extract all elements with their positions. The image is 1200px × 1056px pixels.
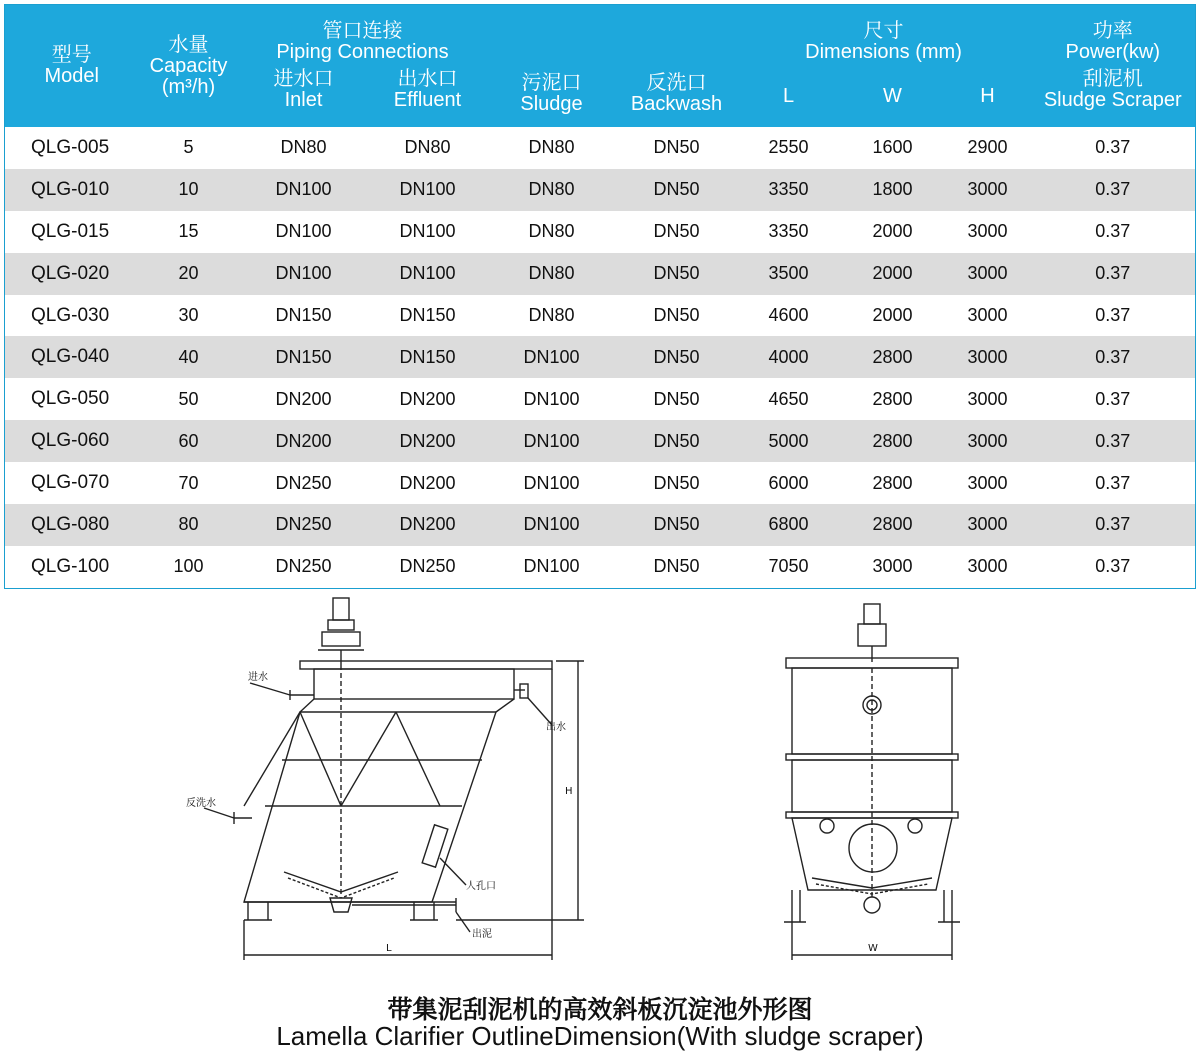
table-cell: DN100 [523,388,580,409]
table-cell: 3000 [945,504,1031,546]
table-cell: 1800 [841,169,945,211]
table-cell: DN100 [523,556,580,577]
table-cell: 3000 [967,221,1008,242]
table-cell: DN200 [275,388,332,409]
table-cell: DN100 [487,336,617,378]
front-upper-tank [314,669,514,699]
table-row [5,169,1196,211]
table-cell: DN50 [617,504,737,546]
header-dim-w: W [883,84,902,107]
table-cell: 60 [139,420,239,462]
header-inlet [239,65,369,127]
table-cell: 3000 [967,388,1008,409]
front-motor-flange [328,620,354,630]
header-sludge-zh: 污泥口 [521,72,582,94]
table-cell: 7050 [768,556,809,577]
header-effluent [369,65,487,127]
table-row [5,336,1196,378]
header-backwash [617,5,737,128]
outline-drawing [0,590,1200,985]
table-row [5,253,1196,295]
header-scraper [1031,65,1196,127]
header-capacity-zh: 水量 [168,33,209,56]
header-row-top [5,5,1196,66]
table-cell: QLG-005 [31,136,110,158]
table-cell: QLG-080 [5,504,139,546]
dim-l-label: L [386,943,392,954]
table-cell: 3350 [768,221,809,242]
table-row [5,504,1196,546]
header-capacity-unit: (m³/h) [161,75,216,98]
table-row [5,378,1196,420]
table-cell: 3000 [945,253,1031,295]
label-manhole: 人孔口 [466,881,496,892]
table-cell: DN50 [653,556,700,577]
table-cell: 4650 [768,388,809,409]
header-sludge [487,5,617,128]
table-cell: DN250 [239,504,369,546]
table-cell: DN150 [239,336,369,378]
spec-table-body [5,127,1196,588]
table-cell: QLG-020 [5,253,139,295]
label-backwash: 反洗水 [186,798,216,809]
table-cell: 2800 [841,504,945,546]
table-cell: DN100 [369,253,487,295]
table-cell: 3000 [872,556,913,577]
table-cell: 80 [139,504,239,546]
table-cell: DN50 [653,305,700,325]
header-capacity-en: Capacity [149,54,228,77]
table-cell: DN80 [528,305,575,325]
dim-w-label: W [868,943,878,954]
table-cell: DN50 [653,388,700,409]
header-power-zh: 功率 [1092,20,1133,42]
caption-en: Lamella Clarifier OutlineDimension(With sludge scraper) [276,1021,924,1051]
header-dimensions-en: Dimensions (mm) [805,41,962,63]
table-cell: DN100 [487,504,617,546]
header-effluent-zh: 出水口 [397,68,458,90]
table-cell: 4000 [737,336,841,378]
header-inlet-zh: 进水口 [273,68,334,90]
table-cell: 3000 [945,420,1031,462]
table-cell: 3000 [967,556,1008,577]
table-cell: DN200 [399,388,456,409]
table-cell: DN100 [523,472,580,493]
table-cell: 3000 [945,169,1031,211]
table-cell: DN100 [239,169,369,211]
table-cell: 2800 [841,420,945,462]
table-cell: DN250 [275,472,332,493]
header-dimensions [737,5,1031,66]
table-cell: 2000 [841,253,945,295]
table-cell: 2000 [872,221,913,242]
table-row [5,462,1196,504]
header-model-zh: 型号 [51,44,92,66]
table-cell: DN80 [528,221,575,242]
table-cell: DN250 [275,556,332,577]
table-cell: 2800 [841,336,945,378]
table-cell: 0.37 [1095,221,1131,242]
table-cell: 5 [183,137,194,158]
table-cell: DN100 [487,420,617,462]
front-gearbox [322,632,360,646]
table-cell: QLG-030 [31,304,110,326]
table-cell: 0.37 [1031,169,1196,211]
header-inlet-en: Inlet [284,89,323,111]
table-cell: QLG-040 [5,336,139,378]
table-cell: QLG-010 [5,169,139,211]
header-backwash-en: Backwash [630,93,723,115]
table-cell: 2000 [872,305,913,325]
header-piping-zh: 管口连接 [322,20,403,42]
table-cell: 0.37 [1095,137,1131,158]
header-backwash-zh: 反洗口 [646,72,707,94]
table-cell: DN200 [239,420,369,462]
table-cell: QLG-060 [5,420,139,462]
header-scraper-zh: 刮泥机 [1082,68,1143,90]
table-cell: DN100 [369,169,487,211]
table-cell: 0.37 [1095,472,1131,493]
table-cell: QLG-015 [31,220,110,242]
table-cell: 0.37 [1095,556,1131,577]
table-cell: DN200 [369,420,487,462]
header-power [1031,5,1196,66]
table-cell: 0.37 [1031,253,1196,295]
header-model [5,5,139,128]
table-cell: DN80 [487,169,617,211]
table-cell: DN50 [653,137,700,158]
label-sludge: 出泥 [472,929,492,940]
table-cell: DN100 [399,221,456,242]
table-row [5,211,1196,253]
header-dim-l: L [782,84,795,107]
header-scraper-en: Sludge Scraper [1043,89,1182,111]
side-gearbox [858,624,886,646]
table-cell: 3000 [967,472,1008,493]
table-cell: DN100 [239,253,369,295]
header-capacity [139,5,239,128]
table-cell: 3000 [945,336,1031,378]
table-row [5,295,1196,337]
table-cell: 1600 [872,137,913,158]
table-cell: 2550 [768,137,809,158]
table-cell: DN80 [404,137,451,158]
table-cell: DN50 [617,169,737,211]
header-piping-en: Piping Connections [276,41,449,63]
table-cell: 0.37 [1031,336,1196,378]
table-cell: 6800 [737,504,841,546]
table-cell: 2800 [872,472,913,493]
header-sludge-en: Sludge [520,93,583,115]
table-cell: 0.37 [1031,504,1196,546]
table-cell: 20 [139,253,239,295]
table-row [5,420,1196,462]
table-cell: 3350 [737,169,841,211]
table-cell: 4600 [768,305,809,325]
header-piping [239,5,487,66]
header-dim-h: H [980,84,995,107]
table-cell: 3500 [737,253,841,295]
table-cell: 6000 [768,472,809,493]
table-cell: DN250 [399,556,456,577]
table-cell: 0.37 [1095,305,1131,325]
spec-table [4,4,1196,589]
table-cell: DN200 [369,504,487,546]
table-cell: 70 [178,472,199,493]
side-manhole [849,824,897,872]
table-cell: DN80 [528,137,575,158]
caption-zh: 带集泥刮泥机的高效斜板沉淀池外形图 [387,995,813,1024]
table-cell: 0.37 [1095,388,1131,409]
table-row [5,546,1196,588]
header-model-en: Model [44,65,99,87]
dim-h-label: H [565,786,573,797]
table-cell: DN200 [399,472,456,493]
side-motor [864,604,880,624]
table-cell: 15 [178,221,199,242]
table-cell: DN80 [280,137,327,158]
table-cell: 40 [139,336,239,378]
front-top-beam [300,661,552,669]
table-cell: DN150 [399,305,456,325]
header-power-en: Power(kw) [1065,41,1160,63]
table-cell: DN150 [369,336,487,378]
header-dimensions-zh: 尺寸 [863,20,904,42]
table-cell: DN100 [275,221,332,242]
table-cell: DN50 [653,221,700,242]
table-cell: QLG-050 [31,388,110,410]
table-cell: QLG-100 [31,555,110,577]
table-cell: DN50 [617,253,737,295]
table-cell: DN80 [487,253,617,295]
label-inlet: 进水 [248,672,268,683]
table-cell: 2800 [872,388,913,409]
table-cell: DN50 [617,336,737,378]
label-effluent: 出水 [546,722,566,733]
front-motor [333,598,349,620]
table-cell: 10 [139,169,239,211]
header-effluent-en: Effluent [393,89,462,111]
table-cell: 5000 [737,420,841,462]
table-cell: DN50 [653,472,700,493]
front-lamella-body [244,712,496,902]
table-cell: DN50 [617,420,737,462]
table-cell: 30 [178,305,199,325]
table-cell: DN150 [275,305,332,325]
table-cell: 0.37 [1031,420,1196,462]
table-cell: 2900 [967,137,1008,158]
table-cell: QLG-070 [31,472,110,494]
table-cell: 100 [173,556,204,577]
table-row [5,127,1196,169]
table-cell: 50 [178,388,199,409]
table-cell: 3000 [967,305,1008,325]
